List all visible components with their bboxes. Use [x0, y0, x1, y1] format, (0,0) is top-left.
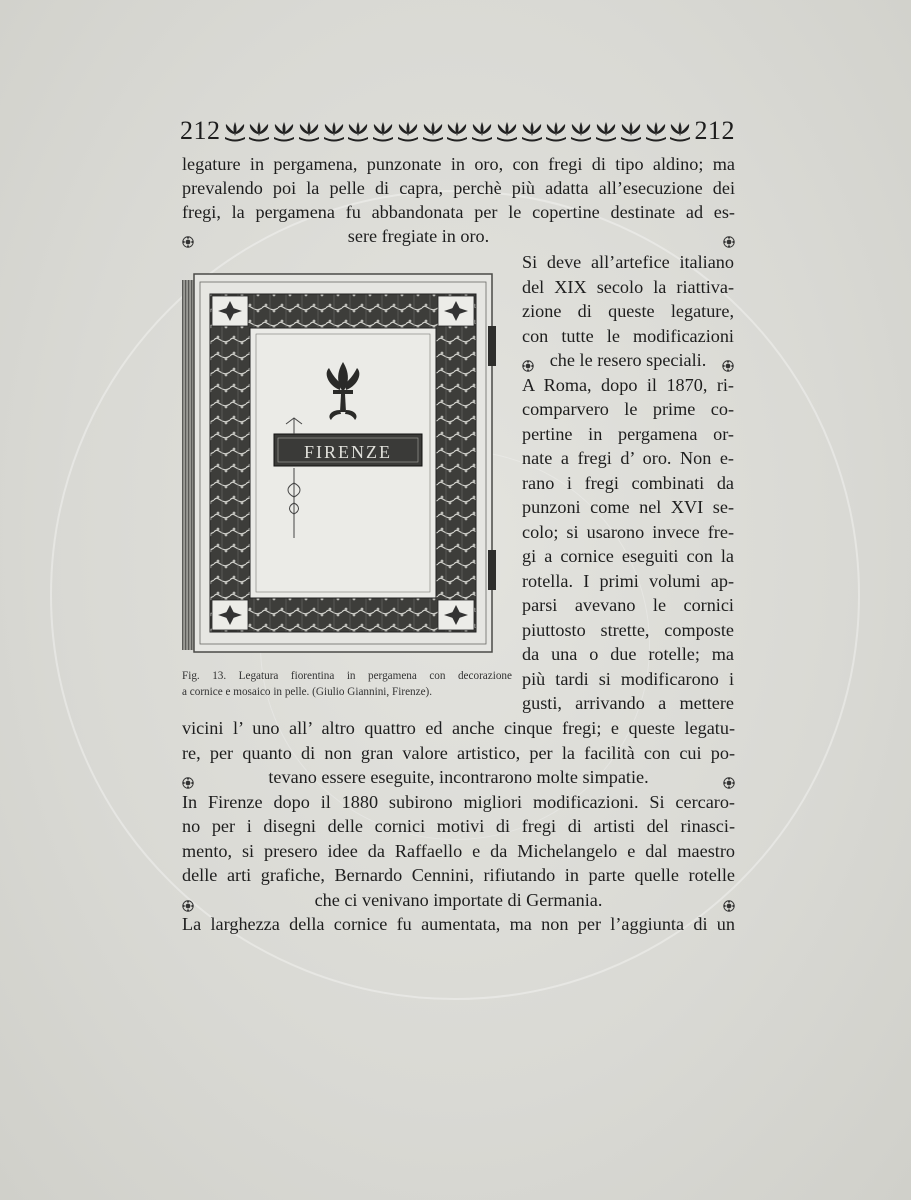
text-line: delle arti grafiche, Bernardo Cennini, rifiutando in parte quelle rotelle	[182, 865, 735, 885]
running-header	[180, 114, 735, 148]
text-line: zione di queste legature,	[522, 301, 734, 321]
text-line: più tardi si modificarono i	[522, 668, 734, 689]
text-line: In Firenze dopo il 1880 subirono migliori modificazioni. Si cercaro-	[182, 791, 735, 812]
text-line: pertine in pergamena or-	[522, 423, 734, 444]
text-line: gusti, arrivando a mettere	[522, 693, 734, 713]
text-line: La larghezza della cornice fu aumentata, ma non per l’aggiunta di un	[182, 914, 735, 934]
rosette-icon	[182, 894, 194, 906]
text-line: piuttosto strette, composte	[522, 619, 734, 640]
header-ornament-band	[223, 119, 693, 143]
rosette-icon	[723, 771, 735, 783]
lily-ornament-icon	[619, 120, 643, 142]
text-line: nate a fregi d’ oro. Non e-	[522, 448, 734, 468]
text-line: del XIX secolo la riattiva-	[522, 276, 734, 297]
text-line-end: tevano essere eseguite, incontrarono molte simpatie.	[268, 767, 649, 787]
book-title: FIRENZE	[304, 442, 392, 462]
rosette-icon	[182, 230, 194, 242]
text-line: comparvero le prime co-	[522, 399, 734, 419]
lily-ornament-icon	[272, 120, 296, 142]
lily-ornament-icon	[322, 120, 346, 142]
text-line: parsi avevano le cornici	[522, 595, 734, 615]
text-line: legature in pergamena, punzonate in oro, con fregi di tipo aldino; ma	[182, 154, 735, 174]
text-line-end: sere fregiate in oro.	[347, 226, 490, 246]
text-line-end: che le resero speciali.	[549, 350, 707, 370]
text-line: mento, si presero idee da Raffaello e da Michelangelo e dal maestro	[182, 840, 735, 861]
text-line: gi a cornice eseguiti con la	[522, 546, 734, 566]
text-line: prevalendo poi la pelle di capra, perchè più adatta all’esecuzione dei	[182, 178, 735, 198]
lily-ornament-icon	[421, 120, 445, 142]
lily-ornament-icon	[371, 120, 395, 142]
rosette-icon	[723, 230, 735, 242]
text-line: colo; si usarono invece fre-	[522, 521, 734, 542]
lily-ornament-icon	[297, 120, 321, 142]
caption-line: a cornice e mosaico in pelle. (Giulio Giannini, Firenze).	[182, 686, 433, 698]
rosette-icon	[722, 354, 734, 366]
lily-ornament-icon	[594, 120, 618, 142]
text-line: A Roma, dopo il 1870, ri-	[522, 374, 734, 395]
lily-ornament-icon	[470, 120, 494, 142]
rosette-icon	[723, 894, 735, 906]
text-line: re, per quanto di non gran valore artistico, per la facilità con cui po-	[182, 742, 735, 763]
lily-ornament-icon	[644, 120, 668, 142]
figure-caption	[182, 668, 512, 700]
text-line-rosettes	[182, 888, 735, 912]
text-line: fregi, la pergamena fu abbandonata per le copertine destinate ad es-	[182, 202, 735, 222]
page-number-right: 212	[694, 116, 735, 145]
lily-ornament-icon	[247, 120, 271, 142]
text-line: con tutte le modificazioni	[522, 325, 734, 346]
text-line: da una o due rotelle; ma	[522, 644, 734, 664]
text-line-rosettes	[182, 765, 735, 789]
lily-ornament-icon	[346, 120, 370, 142]
text-line: vicini l’ uno all’ altro quattro ed anche cinque fregi; e queste legatu-	[182, 718, 735, 738]
text-line: punzoni come nel XVI se-	[522, 497, 734, 517]
text-line: rano i fregi combinati da	[522, 472, 734, 493]
text-line-end: che ci venivano importate di Germania.	[314, 889, 603, 910]
rosette-icon	[182, 771, 194, 783]
lily-ornament-icon	[668, 120, 692, 142]
rosette-icon	[522, 354, 534, 366]
page-number-left: 212	[180, 116, 221, 145]
lily-ornament-icon	[445, 120, 469, 142]
lily-ornament-icon	[495, 120, 519, 142]
text-line-rosettes	[182, 224, 735, 248]
figure-book-binding	[182, 268, 502, 658]
text-line: rotella. I primi volumi ap-	[522, 570, 734, 591]
lily-ornament-icon	[544, 120, 568, 142]
lily-ornament-icon	[223, 120, 247, 142]
lily-ornament-icon	[520, 120, 544, 142]
lily-ornament-icon	[569, 120, 593, 142]
caption-line: Fig. 13. Legatura fiorentina in pergamena con decorazione	[182, 670, 512, 682]
text-line-rosettes	[522, 348, 734, 372]
text-line: Si deve all’artefice italiano	[522, 252, 734, 272]
text-line: no per i disegni delle cornici motivi di fregi di artisti del rinasci-	[182, 816, 735, 836]
lily-ornament-icon	[396, 120, 420, 142]
